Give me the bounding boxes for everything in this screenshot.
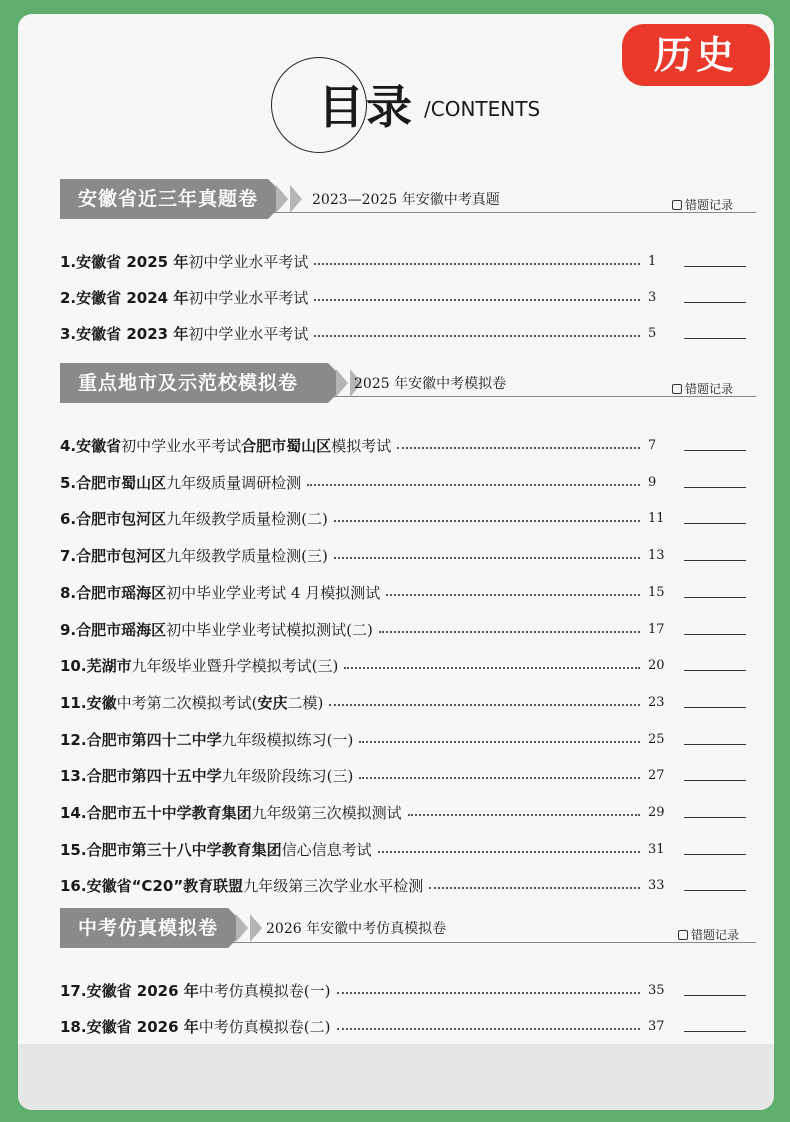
toc-page-number: 9 bbox=[648, 474, 657, 490]
section-title: 重点地市及示范校模拟卷 bbox=[60, 363, 328, 403]
toc-page-number: 29 bbox=[648, 805, 665, 820]
section-desc: 2023—2025 年安徽中考真题 bbox=[312, 192, 500, 208]
toc-entry-part: 九年级阶段练习(三) bbox=[221, 767, 354, 786]
toc-entry-number: 14. bbox=[60, 804, 87, 822]
dot-leader bbox=[359, 777, 640, 779]
toc-entry-number: 2. bbox=[60, 289, 77, 307]
toc-entry-bold-part: 安徽省 2024 年 bbox=[76, 289, 189, 307]
chevron-icon bbox=[236, 914, 248, 942]
toc-entry-bold-part: 合肥市蜀山区 bbox=[76, 473, 167, 492]
toc-entry-number: 6. bbox=[60, 510, 77, 529]
dot-leader bbox=[344, 667, 640, 669]
toc-page-number: 1 bbox=[648, 254, 657, 269]
toc-entry-number: 8. bbox=[60, 583, 77, 602]
error-record-blank[interactable] bbox=[684, 560, 746, 561]
toc-entry-text bbox=[60, 801, 402, 825]
toc-page-number: 33 bbox=[648, 878, 665, 894]
toc-page-number: 37 bbox=[648, 1019, 665, 1034]
toc-row[interactable] bbox=[60, 434, 756, 458]
error-record-blank[interactable] bbox=[684, 487, 746, 488]
toc-entry-text bbox=[60, 544, 328, 568]
error-record-blank[interactable] bbox=[684, 780, 746, 781]
section-title: 安徽省近三年真题卷 bbox=[60, 179, 268, 219]
toc-entry-number: 1. bbox=[60, 253, 77, 271]
toc-row[interactable] bbox=[60, 979, 756, 1003]
toc-entry-number: 13. bbox=[60, 767, 87, 786]
contents-page bbox=[18, 14, 774, 1110]
toc-entry-number: 5. bbox=[60, 473, 77, 492]
toc-entry-bold-part: 安徽省“C20”教育联盟 bbox=[86, 877, 244, 896]
toc-row[interactable] bbox=[60, 471, 756, 495]
toc-entry-part: 初中学业水平考试 bbox=[188, 253, 309, 271]
toc-page-number: 20 bbox=[648, 658, 665, 674]
chevron-icon bbox=[250, 914, 262, 942]
dot-leader bbox=[386, 594, 640, 596]
dot-leader bbox=[334, 557, 640, 559]
toc-entry-bold-part: 合肥市包河区 bbox=[76, 547, 167, 566]
toc-row[interactable] bbox=[60, 728, 756, 752]
toc-entry-part: 信心信息考试 bbox=[281, 840, 372, 859]
toc-entry-number: 18. bbox=[60, 1018, 87, 1036]
toc-entry-bold-part: 安徽省 bbox=[76, 437, 122, 455]
dot-leader bbox=[359, 741, 640, 743]
toc-entry-bold-part: 安徽 bbox=[86, 693, 117, 712]
toc-entry-part: 中考仿真模拟卷(二) bbox=[198, 1018, 331, 1036]
toc-page-number: 13 bbox=[648, 548, 665, 564]
toc-entry-part: 模拟考试 bbox=[331, 437, 392, 455]
error-record-label: 错题记录 bbox=[672, 380, 733, 397]
toc-entry-part: 初中毕业学业考试模拟测试(二) bbox=[166, 620, 373, 639]
dot-leader bbox=[334, 520, 640, 522]
toc-entry-bold-part: 合肥市瑶海区 bbox=[76, 583, 167, 602]
toc-entry-number: 17. bbox=[60, 982, 87, 1000]
section-title: 中考仿真模拟卷 bbox=[60, 908, 228, 948]
error-record-blank[interactable] bbox=[684, 995, 746, 996]
toc-entry-part: 初中学业水平考试 bbox=[121, 437, 242, 455]
toc-entry-bold-part: 合肥市第三十八中学教育集团 bbox=[86, 840, 282, 859]
note-icon bbox=[672, 384, 682, 394]
toc-page-number: 23 bbox=[648, 694, 665, 710]
toc-entry-number: 15. bbox=[60, 840, 87, 859]
toc-entry-text bbox=[60, 838, 372, 862]
toc-entry-part: 九年级教学质量检测(三) bbox=[166, 547, 328, 566]
dot-leader bbox=[314, 299, 640, 301]
toc-entry-part: 九年级模拟练习(一) bbox=[221, 730, 354, 749]
toc-entry-text bbox=[60, 979, 331, 1003]
toc-row[interactable] bbox=[60, 507, 756, 531]
section-divider bbox=[60, 942, 756, 943]
error-record-blank[interactable] bbox=[684, 597, 746, 598]
toc-page-number: 15 bbox=[648, 584, 665, 600]
toc-entry-part: 初中毕业学业考试 4 月模拟测试 bbox=[166, 583, 381, 602]
toc-entry-part: 中考仿真模拟卷(一) bbox=[198, 982, 331, 1000]
toc-row[interactable] bbox=[60, 544, 756, 568]
toc-entry-bold-part: 合肥市包河区 bbox=[76, 510, 167, 529]
toc-entry-text bbox=[60, 581, 380, 605]
toc-entry-bold-part: 合肥市瑶海区 bbox=[76, 620, 167, 639]
dot-leader bbox=[429, 887, 640, 889]
toc-entry-number: 10. bbox=[60, 657, 87, 676]
toc-row[interactable] bbox=[60, 654, 756, 678]
toc-entry-number: 11. bbox=[60, 693, 87, 712]
toc-entry-bold-part: 安徽省 2023 年 bbox=[76, 325, 189, 343]
toc-entry-bold-part: 合肥市第四十五中学 bbox=[86, 767, 222, 786]
toc-entry-part: 九年级毕业暨升学模拟考试(三) bbox=[131, 657, 339, 676]
toc-entry-text bbox=[60, 764, 353, 788]
page-title: 目录 bbox=[318, 80, 414, 134]
toc-entry-part: 九年级第三次模拟测试 bbox=[251, 804, 402, 822]
toc-row[interactable] bbox=[60, 250, 756, 274]
toc-entry-part: 初中学业水平考试 bbox=[188, 325, 309, 343]
toc-entry-part: 九年级质量调研检测 bbox=[166, 473, 302, 492]
toc-row[interactable] bbox=[60, 874, 756, 898]
chevron-icon bbox=[276, 185, 288, 213]
error-record-blank[interactable] bbox=[684, 670, 746, 671]
toc-entry-text bbox=[60, 654, 338, 678]
note-icon bbox=[678, 930, 688, 940]
toc-row[interactable] bbox=[60, 618, 756, 642]
toc-entry-part: 二模) bbox=[287, 693, 324, 712]
error-record-blank[interactable] bbox=[684, 634, 746, 635]
dot-leader bbox=[337, 992, 641, 994]
toc-entry-number: 4. bbox=[60, 437, 77, 455]
section-divider bbox=[60, 396, 756, 397]
error-record-blank[interactable] bbox=[684, 302, 746, 303]
toc-row[interactable] bbox=[60, 581, 756, 605]
toc-row[interactable] bbox=[60, 764, 756, 788]
subject-badge: 历史 bbox=[622, 24, 770, 86]
toc-entry-number: 7. bbox=[60, 547, 77, 566]
toc-page-number: 25 bbox=[648, 731, 665, 747]
error-record-blank[interactable] bbox=[684, 890, 746, 891]
dot-leader bbox=[307, 484, 640, 486]
error-record-blank[interactable] bbox=[684, 523, 746, 524]
toc-row[interactable] bbox=[60, 322, 756, 346]
toc-page-number: 31 bbox=[648, 841, 665, 857]
toc-entry-part: 中考第二次模拟考试( bbox=[116, 693, 258, 712]
error-record-label: 错题记录 bbox=[678, 926, 739, 943]
toc-entry-bold-part: 安徽省 2026 年 bbox=[86, 1018, 199, 1036]
error-record-blank[interactable] bbox=[684, 707, 746, 708]
toc-entry-bold-part: 安徽省 2026 年 bbox=[86, 982, 199, 1000]
toc-entry-bold-part: 合肥市蜀山区 bbox=[241, 437, 332, 455]
error-record-blank[interactable] bbox=[684, 450, 746, 451]
page-footer-band bbox=[18, 1044, 774, 1110]
error-record-label: 错题记录 bbox=[672, 196, 733, 213]
section-desc: 2026 年安徽中考仿真模拟卷 bbox=[266, 921, 447, 937]
toc-page-number: 7 bbox=[648, 438, 657, 453]
dot-leader bbox=[314, 263, 640, 265]
toc-page-number: 27 bbox=[648, 768, 665, 784]
toc-entry-number: 12. bbox=[60, 730, 87, 749]
dot-leader bbox=[314, 335, 640, 337]
section-divider bbox=[60, 212, 756, 213]
dot-leader bbox=[408, 814, 640, 816]
toc-entry-text bbox=[60, 728, 353, 752]
section-desc: 2025 年安徽中考模拟卷 bbox=[354, 376, 507, 392]
dot-leader bbox=[378, 851, 640, 853]
toc-entry-bold-part: 合肥市第四十二中学 bbox=[86, 730, 222, 749]
toc-entry-text bbox=[60, 471, 301, 495]
toc-entry-bold-part: 安徽省 2025 年 bbox=[76, 253, 189, 271]
toc-page-number: 17 bbox=[648, 621, 665, 637]
toc-entry-text bbox=[60, 434, 391, 458]
toc-entry-text bbox=[60, 250, 308, 274]
toc-entry-bold-part: 芜湖市 bbox=[86, 657, 132, 676]
toc-row[interactable] bbox=[60, 286, 756, 310]
toc-entry-text bbox=[60, 874, 423, 898]
error-record-blank[interactable] bbox=[684, 266, 746, 267]
chevron-icon bbox=[290, 185, 302, 213]
error-record-blank[interactable] bbox=[684, 338, 746, 339]
chevron-icon bbox=[336, 369, 348, 397]
toc-page-number: 3 bbox=[648, 290, 657, 305]
toc-entry-number: 16. bbox=[60, 877, 87, 896]
toc-entry-number: 3. bbox=[60, 325, 77, 343]
error-record-blank[interactable] bbox=[684, 744, 746, 745]
dot-leader bbox=[329, 704, 640, 706]
toc-page-number: 5 bbox=[648, 326, 657, 341]
toc-row[interactable] bbox=[60, 838, 756, 862]
toc-entry-bold-part: 合肥市五十中学教育集团 bbox=[86, 804, 252, 822]
toc-entry-text bbox=[60, 691, 323, 715]
toc-entry-part: 初中学业水平考试 bbox=[188, 289, 309, 307]
toc-page-number: 35 bbox=[648, 983, 665, 998]
dot-leader bbox=[337, 1028, 641, 1030]
toc-entry-number: 9. bbox=[60, 620, 77, 639]
page-title-sub: /CONTENTS bbox=[424, 97, 541, 121]
toc-row[interactable] bbox=[60, 801, 756, 825]
error-record-blank[interactable] bbox=[684, 817, 746, 818]
toc-row[interactable] bbox=[60, 691, 756, 715]
toc-entry-part: 九年级教学质量检测(二) bbox=[166, 510, 328, 529]
toc-entry-text bbox=[60, 322, 308, 346]
toc-entry-text bbox=[60, 1015, 331, 1039]
note-icon bbox=[672, 200, 682, 210]
dot-leader bbox=[379, 631, 640, 633]
dot-leader bbox=[397, 447, 640, 449]
toc-page-number: 11 bbox=[648, 511, 665, 527]
toc-entry-text bbox=[60, 286, 308, 310]
error-record-blank[interactable] bbox=[684, 854, 746, 855]
toc-entry-text bbox=[60, 618, 373, 642]
toc-row[interactable] bbox=[60, 1015, 756, 1039]
toc-entry-bold-part: 安庆 bbox=[257, 693, 288, 712]
error-record-blank[interactable] bbox=[684, 1031, 746, 1032]
toc-entry-part: 九年级第三次学业水平检测 bbox=[243, 877, 424, 896]
toc-entry-text bbox=[60, 507, 328, 531]
